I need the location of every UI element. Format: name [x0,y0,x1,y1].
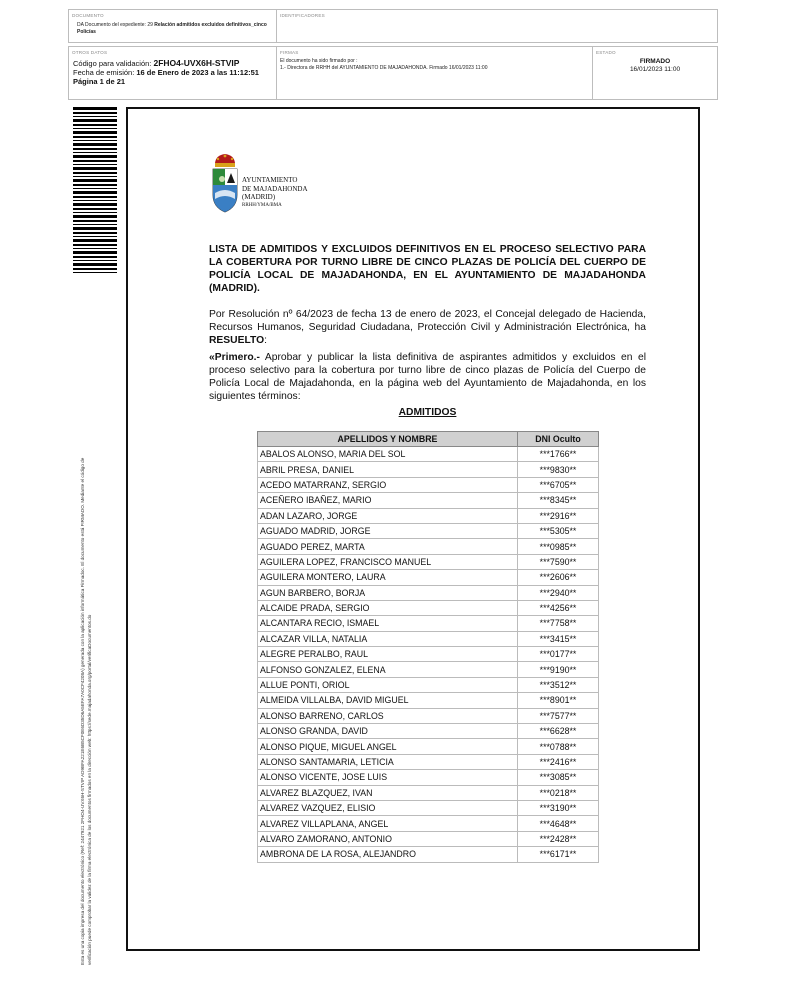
table-row [258,493,599,508]
applicant-dni: ***2606** [518,570,599,585]
applicant-dni: ***2940** [518,585,599,600]
identificadores-cell [277,10,717,42]
applicant-dni: ***6705** [518,477,599,492]
table-row [258,585,599,600]
table-row [258,708,599,723]
table-row [258,785,599,800]
applicant-name: ACEDO MATARRANZ, SERGIO [258,477,518,492]
document-page [126,107,700,951]
estado-cell [593,47,717,99]
table-row [258,477,599,492]
applicant-name: ALCANTARA RECIO, ISMAEL [258,616,518,631]
otros-datos-label: OTROS DATOS [72,50,108,55]
table-row [258,554,599,569]
table-row [258,847,599,862]
department-code: RRHH/YMA/BMA [242,202,282,208]
verification-side-note: Esta es una copia impresa del documento electrónico (Ref: 2447921 2FHO4-UVX6H-STVIP AD9BFA221E6B5CF0E6D35D6A5EFA7A0CF4208A) generada con la aplicación informática Firmadoc. El documento está FIRMADO. Mediante el código de verificación puede comprobar la validez de la firma electrónica de los documentos firmados en la dirección web: https://sede.majadahonda.org/portal/verificaDocumentos.do [80,457,92,965]
admitidos-heading: ADMITIDOS [398,407,457,418]
applicant-dni: ***6628** [518,724,599,739]
table-row [258,600,599,615]
header-row-documento [68,9,718,43]
table-row [258,570,599,585]
applicant-name: ALONSO VICENTE, JOSE LUIS [258,770,518,785]
applicant-name: ALMEIDA VILLALBA, DAVID MIGUEL [258,693,518,708]
applicant-name: AGUILERA MONTERO, LAURA [258,570,518,585]
applicant-name: ALONSO BARRENO, CARLOS [258,708,518,723]
applicant-dni: ***0218** [518,785,599,800]
applicant-dni: ***7758** [518,616,599,631]
table-row [258,539,599,554]
otros-datos-cell [69,47,277,99]
applicant-dni: ***3190** [518,800,599,815]
applicant-name: ALCAZAR VILLA, NATALIA [258,631,518,646]
applicant-dni: ***3085** [518,770,599,785]
applicant-name: AGUILERA LOPEZ, FRANCISCO MANUEL [258,554,518,569]
table-row [258,523,599,538]
table-row [258,647,599,662]
coat-of-arms-logo [210,153,240,215]
applicant-dni: ***3415** [518,631,599,646]
applicant-name: ALCAIDE PRADA, SERGIO [258,600,518,615]
table-row [258,754,599,769]
applicant-dni: ***2416** [518,754,599,769]
applicant-dni: ***4648** [518,816,599,831]
documento-cell [69,10,277,42]
applicant-name: ALONSO PIQUE, MIGUEL ANGEL [258,739,518,754]
column-header-dni: DNI Oculto [518,432,599,447]
table-row [258,770,599,785]
applicant-dni: ***0788** [518,739,599,754]
validation-info [73,59,259,86]
identificadores-label: IDENTIFICADORES [280,13,325,18]
admitidos-table [257,431,599,863]
table-row [258,662,599,677]
applicant-name: ABRIL PRESA, DANIEL [258,462,518,477]
primero-paragraph: «Primero.- Aprobar y publicar la lista definitiva de aspirantes admitidos y excluidos en el proceso selectivo para la cobertura por turno libre de cinco plazas de Policía del Cuerpo de Policía Local de Majadahonda, en la página web del Ayuntamiento de Majadahonda, en los siguientes términos: [209,352,646,402]
applicant-name: ALFONSO GONZALEZ, ELENA [258,662,518,677]
applicant-dni: ***5305** [518,523,599,538]
applicant-name: ADAN LAZARO, JORGE [258,508,518,523]
table-row [258,724,599,739]
firmas-text: El documento ha sido firmado por : 1.- Directora de RRHH del AYUNTAMIENTO DE MAJADAHONDA. Firmado 16/01/2023 11:00 [280,58,488,71]
applicant-dni: ***0985** [518,539,599,554]
estado-label: ESTADO [596,50,616,55]
table-row [258,831,599,846]
applicant-dni: ***1766** [518,447,599,462]
applicant-dni: ***9830** [518,462,599,477]
applicant-dni: ***8345** [518,493,599,508]
applicant-name: ALVARO ZAMORANO, ANTONIO [258,831,518,846]
applicant-name: ACEÑERO IBAÑEZ, MARIO [258,493,518,508]
fecha-emision: Fecha de emisión: 16 de Enero de 2023 a las 11:12:51 [73,68,259,77]
applicant-name: AMBRONA DE LA ROSA, ALEJANDRO [258,847,518,862]
applicant-name: ALVAREZ VAZQUEZ, ELISIO [258,800,518,815]
applicant-name: ABALOS ALONSO, MARIA DEL SOL [258,447,518,462]
pagina-indicator: Página 1 de 21 [73,77,126,86]
applicant-name: ALVAREZ VILLAPLANA, ANGEL [258,816,518,831]
table-row [258,693,599,708]
applicant-dni: ***2428** [518,831,599,846]
estado-value: FIRMADO 16/01/2023 11:00 [629,58,681,73]
applicant-name: ALEGRE PERALBO, RAUL [258,647,518,662]
applicant-dni: ***0177** [518,647,599,662]
documento-label: DOCUMENTO [72,13,104,18]
codigo-validacion: Código para validación: 2FHO4-UVX6H-STVIP [73,58,240,68]
applicant-dni: ***7577** [518,708,599,723]
table-row [258,800,599,815]
table-row [258,677,599,692]
applicant-dni: ***7590** [518,554,599,569]
barcode-image [73,107,117,275]
applicant-dni: ***4256** [518,600,599,615]
resolution-paragraph: Por Resolución nº 64/2023 de fecha 13 de enero de 2023, el Concejal delegado de Hacienda, Recursos Humanos, Seguridad Ciudadana, Protección Civil y Administración Electrónica, ha RESUELTO: [209,309,646,346]
applicant-name: ALONSO GRANDA, DAVID [258,724,518,739]
table-row [258,508,599,523]
applicant-name: ALONSO SANTAMARIA, LETICIA [258,754,518,769]
firmas-label: FIRMAS [280,50,299,55]
firmas-cell [277,47,593,99]
table-row [258,631,599,646]
applicant-name: AGUADO MADRID, JORGE [258,523,518,538]
applicant-dni: ***8901** [518,693,599,708]
applicant-name: ALLUE PONTI, ORIOL [258,677,518,692]
table-row [258,816,599,831]
documento-value: DA Documento del expediente: 29 Relación admitidos excluidos definitivos_cinco Policías [77,22,267,35]
applicant-name: AGUADO PEREZ, MARTA [258,539,518,554]
applicant-dni: ***3512** [518,677,599,692]
table-header-row [258,432,599,447]
column-header-name: APELLIDOS Y NOMBRE [258,432,518,447]
applicant-dni: ***9190** [518,662,599,677]
table-row [258,739,599,754]
organization-name: AYUNTAMIENTO DE MAJADAHONDA (MADRID) RRHH/YMA/BMA [242,176,308,210]
table-row [258,616,599,631]
document-title: LISTA DE ADMITIDOS Y EXCLUIDOS DEFINITIVOS EN EL PROCESO SELECTIVO PARA LA COBERTURA POR TURNO LIBRE DE CINCO PLAZAS DE POLICÍA DEL CUERPO DE POLICÍA LOCAL DE MAJADAHONDA, EN EL AYUNTAMIENTO DE MAJADAHONDA (MADRID). [209,244,646,294]
table-row [258,462,599,477]
applicant-dni: ***2916** [518,508,599,523]
applicant-dni: ***6171** [518,847,599,862]
header-row-datos [68,46,718,100]
table-row [258,447,599,462]
applicant-name: AGUN BARBERO, BORJA [258,585,518,600]
applicant-name: ALVAREZ BLAZQUEZ, IVAN [258,785,518,800]
